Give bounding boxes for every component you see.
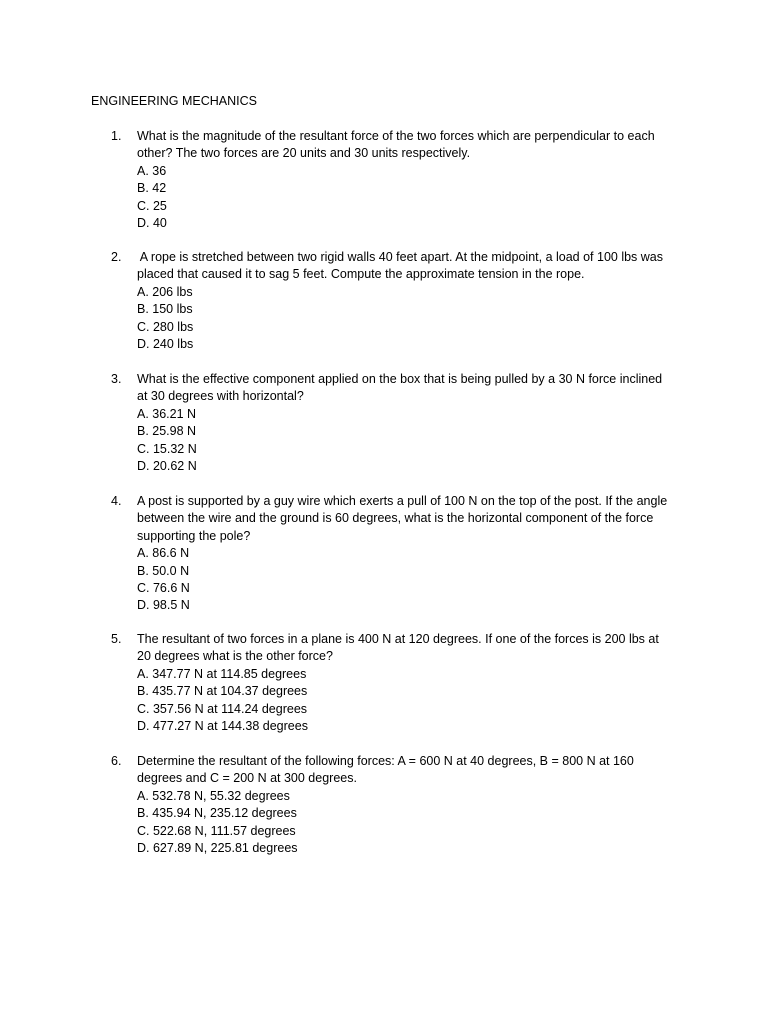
answer-option: B. 435.77 N at 104.37 degrees xyxy=(137,684,308,699)
question-item xyxy=(111,371,691,475)
question-text-line: What is the effective component applied on the box that is being pulled by a 30 N force inclined xyxy=(137,372,663,386)
question-item xyxy=(111,753,691,857)
question-text-line: What is the magnitude of the resultant force of the two forces which are perpendicular to each xyxy=(137,129,655,143)
question-text-line: other? The two forces are 20 units and 30 units respectively. xyxy=(137,146,471,161)
answer-option: B. 42 xyxy=(137,181,167,196)
question-number: 3. xyxy=(111,372,122,386)
answer-option: D. 20.62 N xyxy=(137,459,197,474)
question-item xyxy=(111,493,691,615)
answer-option: A. 347.77 N at 114.85 degrees xyxy=(137,666,307,681)
answer-option: D. 40 xyxy=(137,216,167,231)
question-text-line: degrees and C = 200 N at 300 degrees. xyxy=(137,771,357,786)
answer-option: D. 627.89 N, 225.81 degrees xyxy=(137,841,298,856)
question-number: 2. xyxy=(111,250,122,264)
question-text-line: placed that caused it to sag 5 feet. Compute the approximate tension in the rope. xyxy=(137,267,585,282)
question-body xyxy=(137,249,691,353)
question-text-line: A rope is stretched between two rigid walls 40 feet apart. At the midpoint, a load of 100 lbs was xyxy=(137,250,664,264)
answer-option: C. 357.56 N at 114.24 degrees xyxy=(137,701,308,716)
question-text-line: The resultant of two forces in a plane is 400 N at 120 degrees. If one of the forces is 200 lbs at xyxy=(137,632,659,646)
question-number: 5. xyxy=(111,632,122,646)
question-text-line: A post is supported by a guy wire which exerts a pull of 100 N on the top of the post. If the angle xyxy=(137,494,668,508)
answer-option: C. 522.68 N, 111.57 degrees xyxy=(137,823,296,838)
answer-option: C. 25 xyxy=(137,198,167,213)
question-body xyxy=(137,371,691,475)
question-text-line: 20 degrees what is the other force? xyxy=(137,649,333,664)
answer-option: D. 240 lbs xyxy=(137,337,194,352)
question-item xyxy=(111,631,691,735)
answer-option: A. 36.21 N xyxy=(137,406,197,421)
document-title: ENGINEERING MECHANICS xyxy=(91,94,257,108)
answer-option: B. 150 lbs xyxy=(137,302,193,317)
answer-option: A. 206 lbs xyxy=(137,284,193,299)
answer-option: B. 25.98 N xyxy=(137,424,197,439)
answer-option: A. 532.78 N, 55.32 degrees xyxy=(137,788,290,803)
answer-option: C. 15.32 N xyxy=(137,441,197,456)
answer-option: A. 36 xyxy=(137,163,167,178)
question-text-line: at 30 degrees with horizontal? xyxy=(137,389,304,404)
question-text-line: between the wire and the ground is 60 degrees, what is the horizontal component of the force xyxy=(137,511,654,526)
question-item xyxy=(111,249,691,353)
answer-option: B. 435.94 N, 235.12 degrees xyxy=(137,806,297,821)
question-body xyxy=(137,753,691,857)
answer-option: C. 76.6 N xyxy=(137,581,190,596)
question-text-line: Determine the resultant of the following forces: A = 600 N at 40 degrees, B = 800 N at 160 xyxy=(137,754,634,768)
question-body xyxy=(137,128,691,232)
answer-option: A. 86.6 N xyxy=(137,546,190,561)
answer-option: D. 477.27 N at 144.38 degrees xyxy=(137,719,308,734)
question-number: 4. xyxy=(111,494,122,508)
question-body xyxy=(137,631,691,735)
question-number: 1. xyxy=(111,129,122,143)
question-item xyxy=(111,128,691,232)
question-body xyxy=(137,493,691,615)
answer-option: C. 280 lbs xyxy=(137,319,194,334)
answer-option: D. 98.5 N xyxy=(137,598,190,613)
question-text-line: supporting the pole? xyxy=(137,528,251,543)
answer-option: B. 50.0 N xyxy=(137,563,190,578)
question-number: 6. xyxy=(111,754,122,768)
